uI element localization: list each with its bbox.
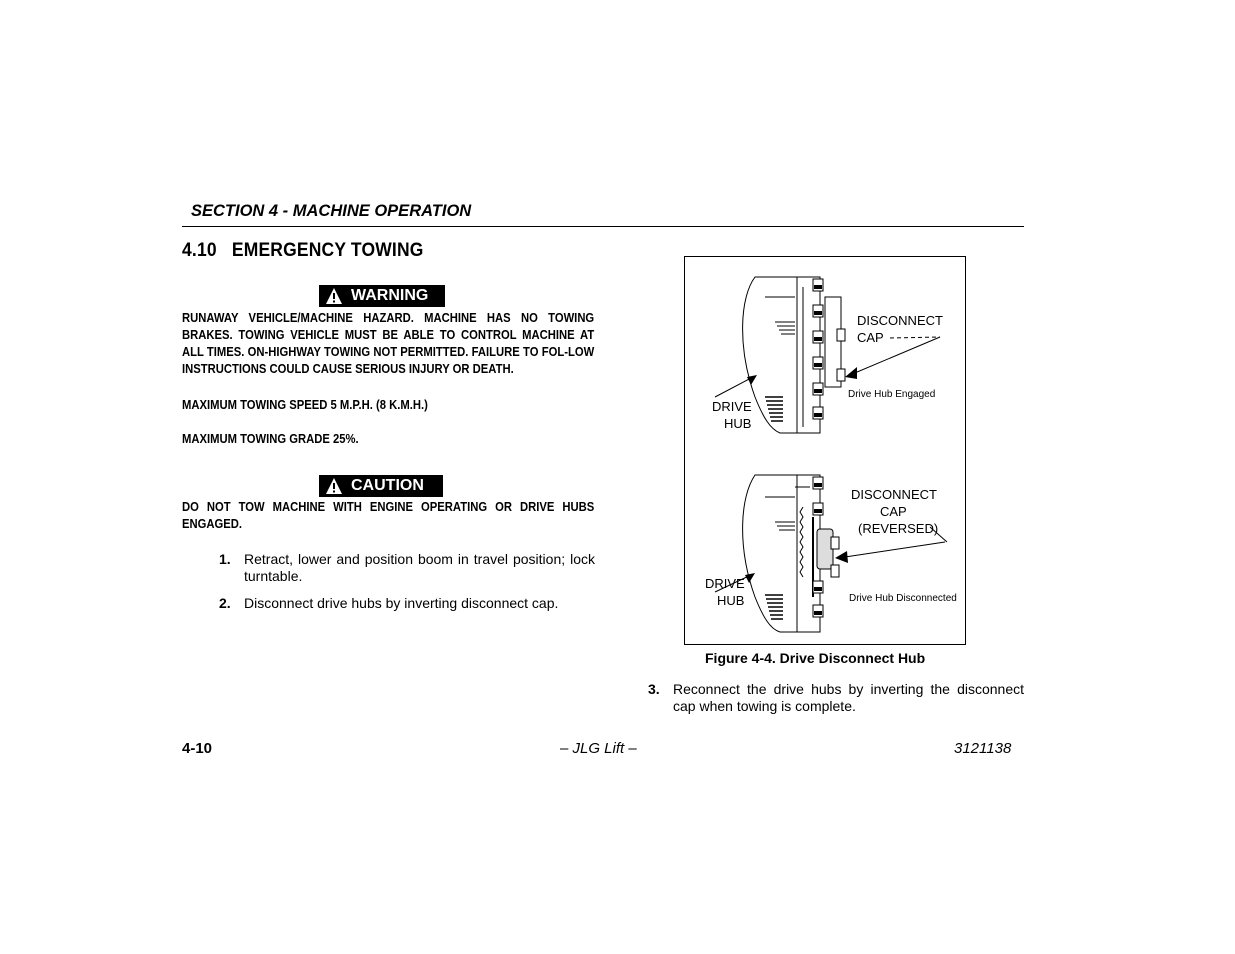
section-header: SECTION 4 - MACHINE OPERATION (191, 202, 472, 220)
footer-brand: – JLG Lift – (560, 740, 637, 757)
caution-badge (319, 475, 443, 497)
caution-text: DO NOT TOW MACHINE WITH ENGINE OPERATING OR DRIVE HUBS ENGAGED. (182, 500, 595, 531)
warning-badge (319, 285, 445, 307)
max-towing-speed: MAXIMUM TOWING SPEED 5 M.P.H. (8 K.M.H.) (182, 398, 428, 412)
drive-hub-engaged-label: Drive Hub Engaged (848, 389, 936, 400)
caution-icon (325, 477, 343, 495)
top-drive-hub-label-1: DRIVE (712, 399, 752, 414)
warning-badge-label: WARNING (351, 287, 429, 304)
bottom-disconnect-cap-label-1: DISCONNECT (851, 487, 937, 502)
section-title-text: EMERGENCY TOWING (231, 240, 424, 261)
top-disconnect-cap-label-1: DISCONNECT (857, 313, 943, 328)
warning-icon (325, 287, 343, 305)
max-towing-grade: MAXIMUM TOWING GRADE 25%. (182, 432, 359, 446)
section-title (182, 240, 424, 262)
section-number: 4.10 (182, 240, 217, 261)
bottom-drive-hub-label-2: HUB (717, 593, 745, 608)
step-number: 2. (219, 595, 231, 611)
caution-badge-label: CAUTION (351, 477, 424, 494)
figure-caption: Figure 4-4. Drive Disconnect Hub (705, 650, 926, 666)
bottom-disconnect-cap-label-3: (REVERSED) (858, 521, 939, 536)
step-text: Reconnect the drive hubs by inverting the disconnect cap when towing is complete. (673, 681, 1024, 714)
bottom-drive-hub-label-1: DRIVE (705, 576, 745, 591)
top-drive-hub-label-2: HUB (724, 416, 752, 431)
page-number: 4-10 (182, 740, 213, 757)
document-number: 3121138 (954, 740, 1012, 757)
warning-text: RUNAWAY VEHICLE/MACHINE HAZARD. MACHINE HAS NO TOWING BRAKES. TOWING VEHICLE MUST BE ABLE TO CONTROL MACHINE AT ALL TIMES. ON-HIGHWAY TOWING NOT PERMITTED. FAILURE TO FOL-LOW INSTRUCTIONS COULD CAUSE SERIOUS INJURY OR DEATH. (182, 311, 595, 376)
top-disconnect-cap-label-2: CAP (857, 330, 884, 345)
step-number: 3. (648, 681, 660, 697)
bottom-disconnect-cap-label-2: CAP (880, 504, 907, 519)
drive-hub-disconnected-label: Drive Hub Disconnected (849, 593, 957, 604)
header-rule (182, 226, 1024, 227)
step-number: 1. (219, 551, 231, 567)
step-text: Retract, lower and position boom in travel position; lock turntable. (244, 551, 595, 584)
step-text: Disconnect drive hubs by inverting disconnect cap. (244, 595, 559, 611)
figure-drive-disconnect-hub (684, 256, 966, 645)
